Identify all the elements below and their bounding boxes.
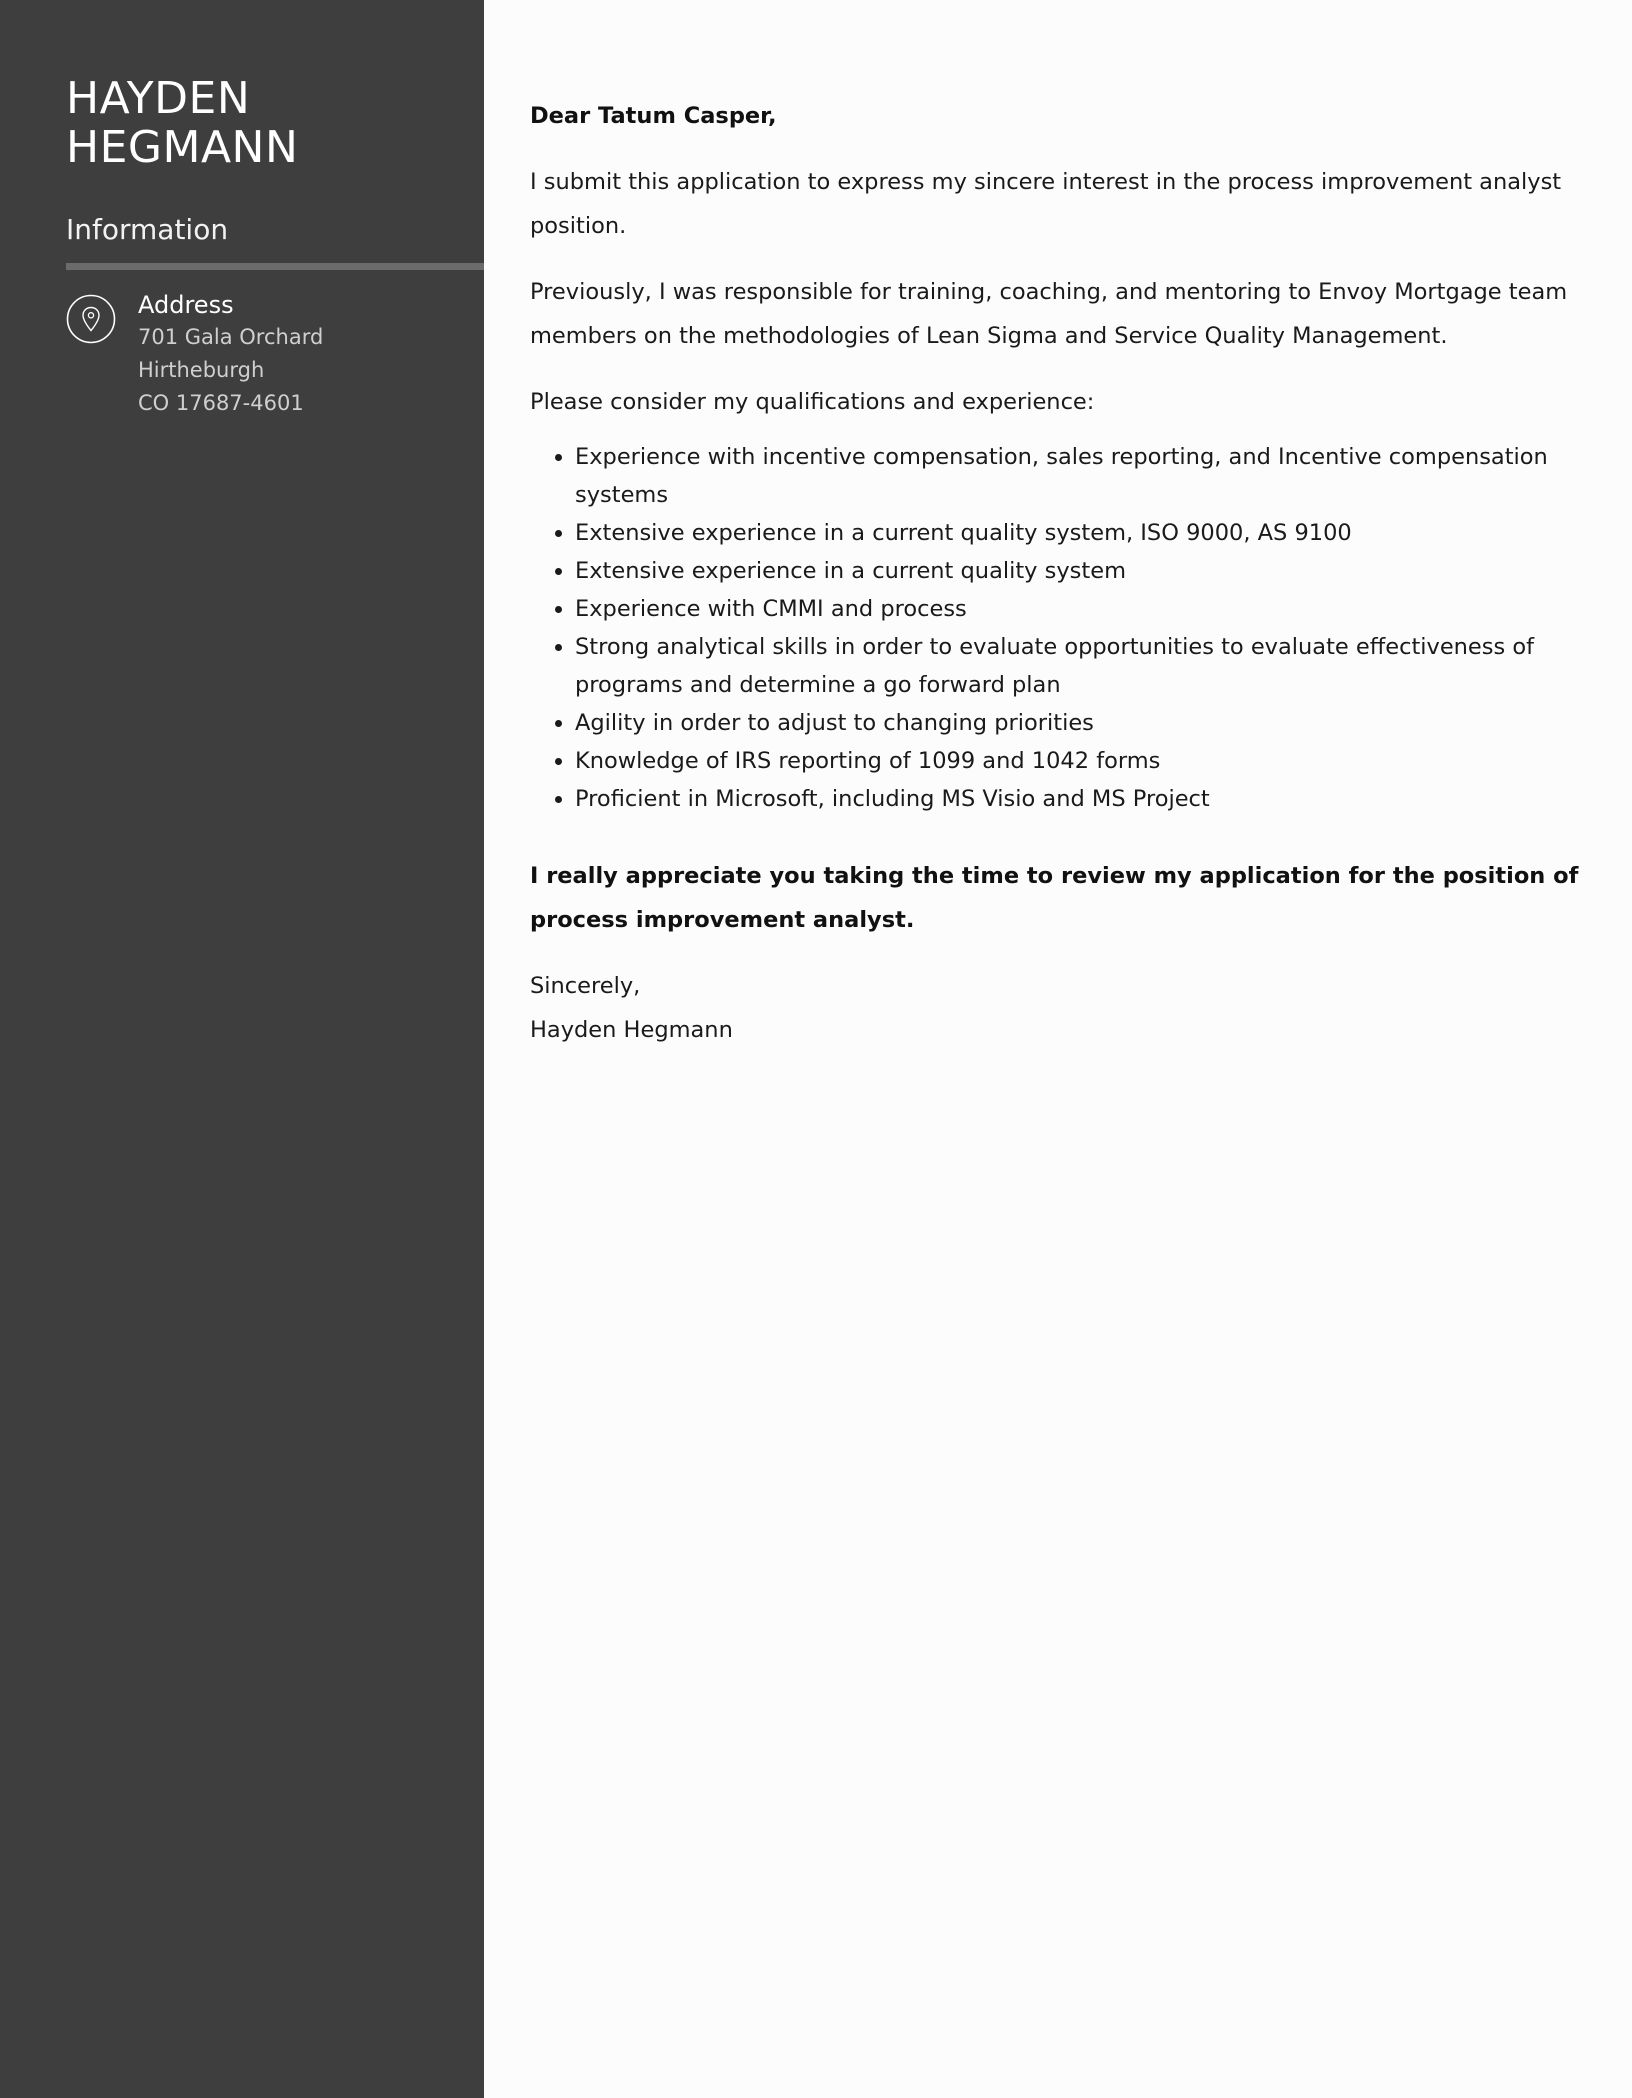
experience-paragraph: Previously, I was responsible for training, coaching, and mentoring to Envoy Mortgage team members on the methodologies of Lean Sigma and Service Quality Management. [530, 279, 1568, 349]
list-item: • Proficient in Microsoft, including MS Visio and MS Project [575, 780, 1580, 818]
signature: Hayden Hegmann [530, 1017, 733, 1043]
address-lines [138, 321, 323, 420]
map-pin-icon [66, 294, 116, 344]
information-heading: Information [66, 213, 229, 246]
sidebar [0, 0, 484, 2098]
qualifications-list [530, 438, 1580, 818]
list-item: • Extensive experience in a current quality system [575, 552, 1580, 590]
candidate-name [66, 74, 298, 172]
list-item: • Extensive experience in a current quality system, ISO 9000, AS 9100 [575, 514, 1580, 552]
list-item: • Agility in order to adjust to changing priorities [575, 704, 1580, 742]
address-city: Hirtheburgh [138, 358, 265, 382]
name-last: HEGMANN [66, 122, 299, 173]
closing-paragraph: I really appreciate you taking the time to review my application for the position of process improvement analyst. [530, 863, 1579, 933]
list-item: • Strong analytical skills in order to evaluate opportunities to evaluate effectiveness of programs and determine a go forward plan [575, 628, 1580, 704]
salutation: Dear Tatum Casper, [530, 103, 777, 129]
address-street: 701 Gala Orchard [138, 325, 324, 349]
signoff: Sincerely, [530, 973, 641, 999]
address-label: Address [138, 291, 234, 319]
qualifications-intro: Please consider my qualifications and experience: [530, 389, 1095, 415]
section-divider [66, 263, 484, 270]
address-state-zip: CO 17687-4601 [138, 391, 304, 415]
name-first: HAYDEN [66, 73, 251, 124]
list-item: • Experience with CMMI and process [575, 590, 1580, 628]
intro-paragraph: I submit this application to express my sincere interest in the process improvement analyst position. [530, 169, 1562, 239]
cover-letter-body [530, 94, 1580, 1052]
list-item: • Experience with incentive compensation, sales reporting, and Incentive compensation systems [575, 438, 1580, 514]
list-item: • Knowledge of IRS reporting of 1099 and 1042 forms [575, 742, 1580, 780]
